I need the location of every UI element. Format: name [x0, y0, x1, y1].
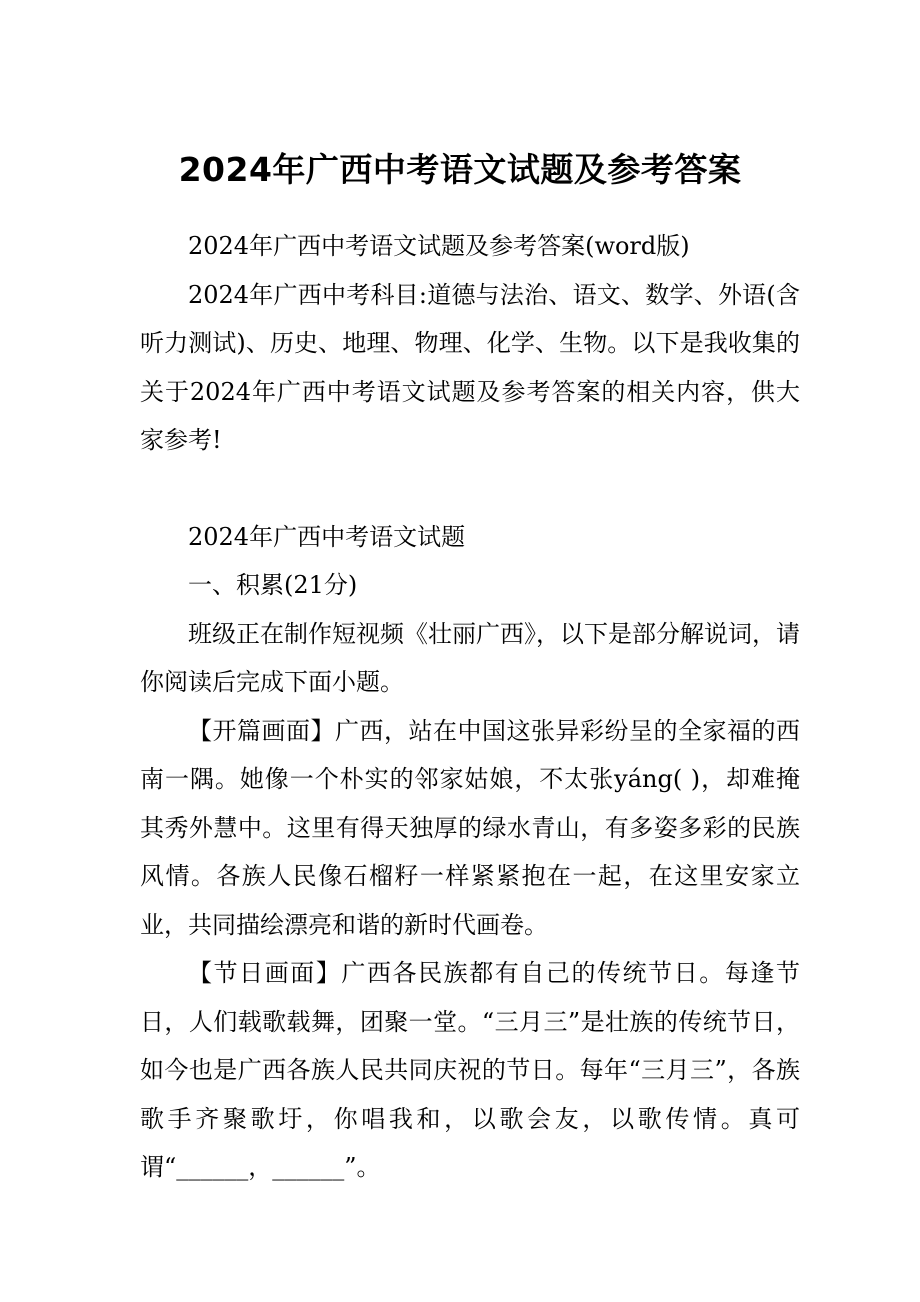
- section-heading: 2024年广西中考语文试题: [188, 522, 466, 551]
- paragraph-opening-scene: 【开篇画面】广西，站在中国这张异彩纷呈的全家福的西南一隅。她像一个朴实的邻家姑娘，不太张yáng( )，却难掩其秀外慧中。这里有得天独厚的绿水青山，有多姿多彩的民族风情。各族人民像石榴籽一样紧紧抱在一起，在这里安家立业，共同描绘漂亮和谐的新时代画卷。: [140, 716, 800, 939]
- paragraph-subtitle: 2024年广西中考语文试题及参考答案(word版): [188, 232, 690, 260]
- part-heading: 一、积累(21分): [188, 571, 358, 599]
- document-title: 2024年广西中考语文试题及参考答案: [178, 150, 742, 189]
- blank-line: [140, 465, 800, 513]
- paragraph-instruction: 班级正在制作短视频《壮丽广西》，以下是部分解说词，请你阅读后完成下面小题。: [140, 619, 800, 696]
- document-body: [140, 222, 800, 1192]
- paragraph-intro: 2024年广西中考科目:道德与法治、语文、数学、外语(含听力测试)、历史、地理、物理、化学、生物。以下是我收集的关于2024年广西中考语文试题及参考答案的相关内容，供大家参考!: [140, 280, 800, 454]
- paragraph-festival-scene: 【节日画面】广西各民族都有自己的传统节日。每逢节日，人们载歌载舞，团聚一堂。“三月三”是壮族的传统节日，如今也是广西各族人民共同庆祝的节日。每年“三月三”，各族歌手齐聚歌圩，你唱我和，以歌会友，以歌传情。真可谓“______，______”。: [140, 959, 800, 1181]
